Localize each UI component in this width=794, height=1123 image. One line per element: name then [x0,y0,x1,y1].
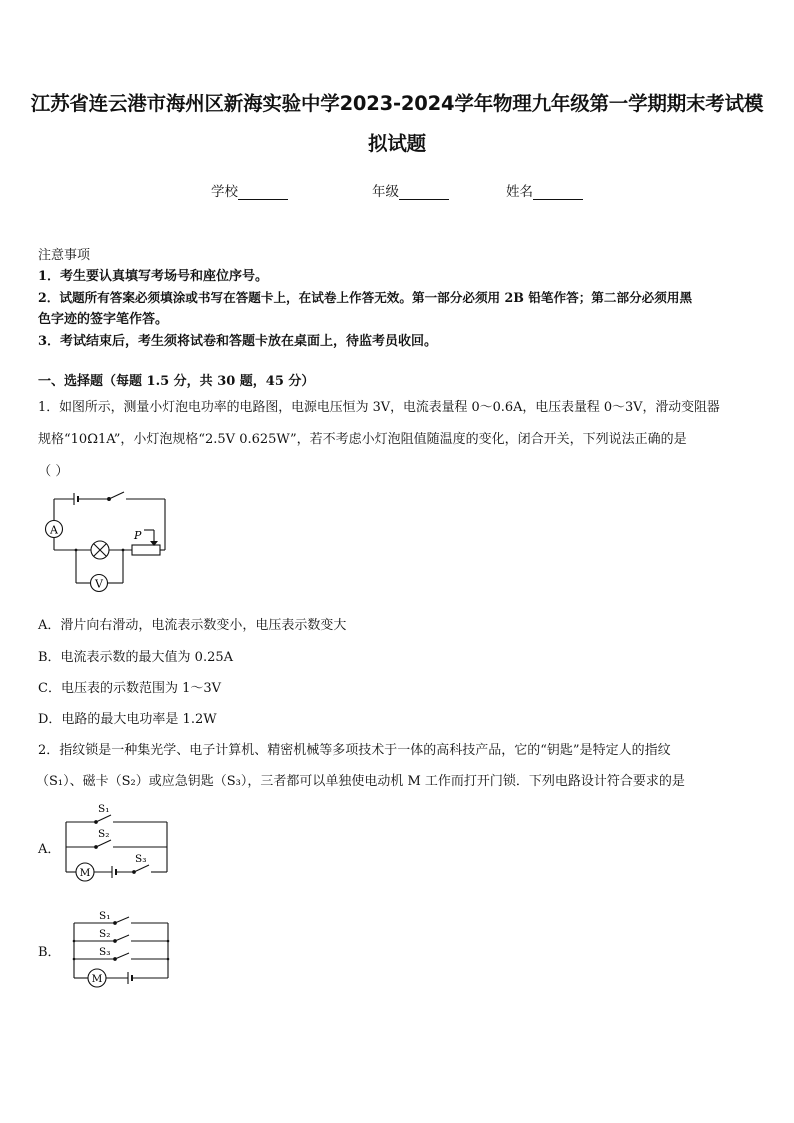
q2-option-a-circuit [62,800,182,886]
s2-label: S₂ [98,828,110,840]
q2-option-b-label: B． [38,945,61,960]
grade-blank [399,186,449,200]
name-label: 姓名 [506,184,533,200]
rheostat [132,545,160,555]
notice-heading: 注意事项 [38,248,91,263]
q2-option-a-label: A． [38,842,61,857]
s3-label: S₃ [99,946,111,958]
school-blank [238,186,288,200]
school-label: 学校 [211,184,238,200]
q1-option-c: C．电压表的示数范围为 1～3V [38,681,222,696]
notice-item: 3．考试结束后，考生须将试卷和答题卡放在桌面上，待监考员收回。 [38,334,438,349]
q2-option-b-circuit [66,905,176,995]
ammeter-label: A [50,523,58,537]
notice-item: 2．试题所有答案必须填涂或书写在答题卡上，在试卷上作答无效。第一部分必须用 2B 铅笔作答；第二部分必须用黑 [38,290,693,305]
notice-item: 1．考生要认真填写考场号和座位序号。 [38,269,269,284]
page-title-line1: 江苏省连云港市海州区新海实验中学2023-2024学年物理九年级第一学期期末考试模 [30,92,764,115]
slider-label: P [134,529,142,542]
question-1-line2: 规格“10Ω1A”，小灯泡规格“2.5V 0.625W”，若不考虑小灯泡阻值随温度的变化，闭合开关，下列说法正确的是 [38,432,687,447]
q1-option-a: A．滑片向右滑动，电流表示数变小，电压表示数变大 [38,618,347,633]
section-heading: 一、选择题（每题 1.5 分，共 30 题，45 分） [38,374,315,389]
s1-label: S₁ [98,803,110,815]
s2-label: S₂ [99,928,111,940]
question-1-line1: 1．如图所示，测量小灯泡电功率的电路图，电源电压恒为 3V，电流表量程 0～0.6A，电压表量程 0～3V，滑动变阻器 [38,400,720,415]
s3-label: S₃ [135,853,147,865]
motor-label: M [79,867,91,879]
motor-label: M [91,973,103,985]
question-2-line2: （S₁）、磁卡（S₂）或应急钥匙（S₃），三者都可以单独使电动机 M 工作而打开门锁．下列电路设计符合要求的是 [36,774,685,789]
question-2-line1: 2．指纹锁是一种集光学、电子计算机、精密机械等多项技术于一体的高科技产品，它的“钥匙”是特定人的指纹 [38,743,671,758]
name-blank [533,186,583,200]
notice-item: 色字迹的签字笔作答。 [38,312,169,327]
name-field [506,180,583,200]
grade-field [372,180,449,200]
page-title-line2: 拟试题 [368,132,426,155]
switch-blade [109,492,124,499]
question-1-bracket: （ ） [38,464,69,479]
q1-option-b: B．电流表示数的最大值为 0.25A [38,650,234,665]
q1-circuit-diagram [38,490,173,600]
q1-option-d: D．电路的最大电功率是 1.2W [38,712,217,727]
grade-label: 年级 [372,184,399,200]
s1-label: S₁ [99,910,111,922]
voltmeter-label: V [95,577,103,591]
school-field [211,180,288,200]
